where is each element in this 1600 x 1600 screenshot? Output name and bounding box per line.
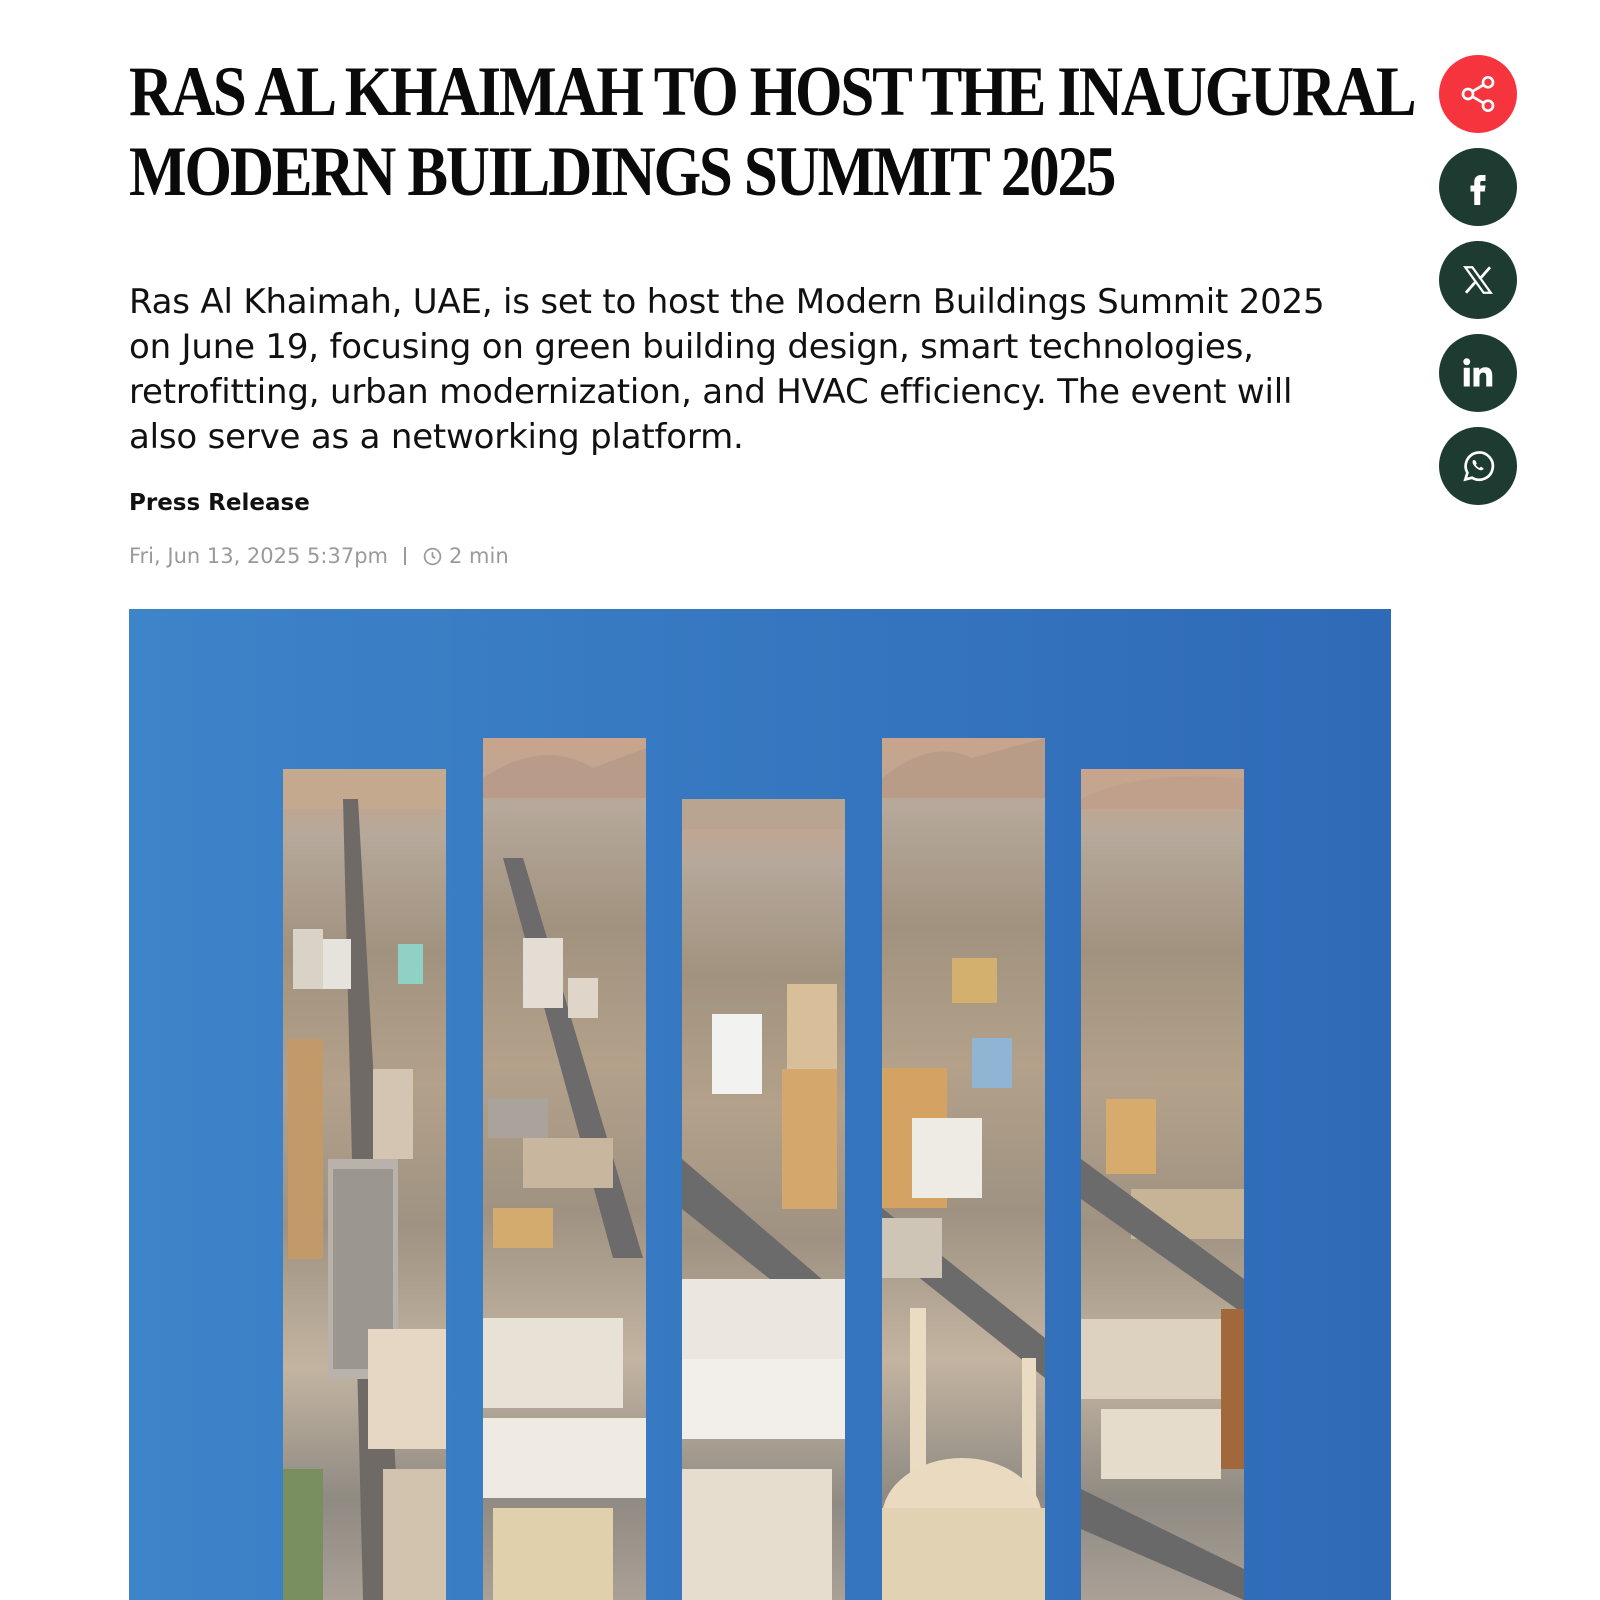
article-headline [129, 52, 1415, 212]
cityscape-graphic [882, 738, 1045, 1600]
whatsapp-icon [1459, 447, 1497, 485]
hero-image-strip [682, 799, 845, 1600]
article-meta [129, 542, 509, 570]
x-share-button[interactable] [1439, 241, 1517, 319]
headline-line-2: MODERN BUILDINGS SUMMIT 2025 [129, 133, 1115, 211]
author-link[interactable]: Press Release [129, 490, 310, 516]
share-button[interactable] [1439, 55, 1517, 133]
whatsapp-share-button[interactable] [1439, 427, 1517, 505]
clock-icon [422, 546, 443, 567]
facebook-share-button[interactable] [1439, 148, 1517, 226]
share-icon [1458, 74, 1498, 114]
article-summary: Ras Al Khaimah, UAE, is set to host the Modern Buildings Summit 2025 on June 19, focusing on green building design, smart technologies, retrofitting, urban modernization, and HVAC efficiency. The event will also serve as a networking platform. [129, 282, 1325, 457]
hero-image [129, 609, 1391, 1600]
cityscape-graphic [283, 769, 446, 1600]
read-time: 2 min [449, 544, 509, 568]
x-icon [1461, 263, 1495, 297]
linkedin-share-button[interactable] [1439, 334, 1517, 412]
cityscape-graphic [682, 799, 845, 1600]
meta-divider [404, 547, 406, 565]
hero-image-strip [1081, 769, 1244, 1600]
hero-image-strip [882, 738, 1045, 1600]
linkedin-icon [1460, 355, 1496, 391]
facebook-icon [1460, 169, 1496, 205]
publish-date: Fri, Jun 13, 2025 5:37pm [129, 544, 388, 568]
hero-image-strip [283, 769, 446, 1600]
hero-image-strip [483, 738, 646, 1600]
cityscape-graphic [483, 738, 646, 1600]
share-rail [1439, 55, 1517, 520]
headline-line-1: RAS AL KHAIMAH TO HOST THE INAUGURAL [129, 53, 1415, 131]
cityscape-graphic [1081, 769, 1244, 1600]
